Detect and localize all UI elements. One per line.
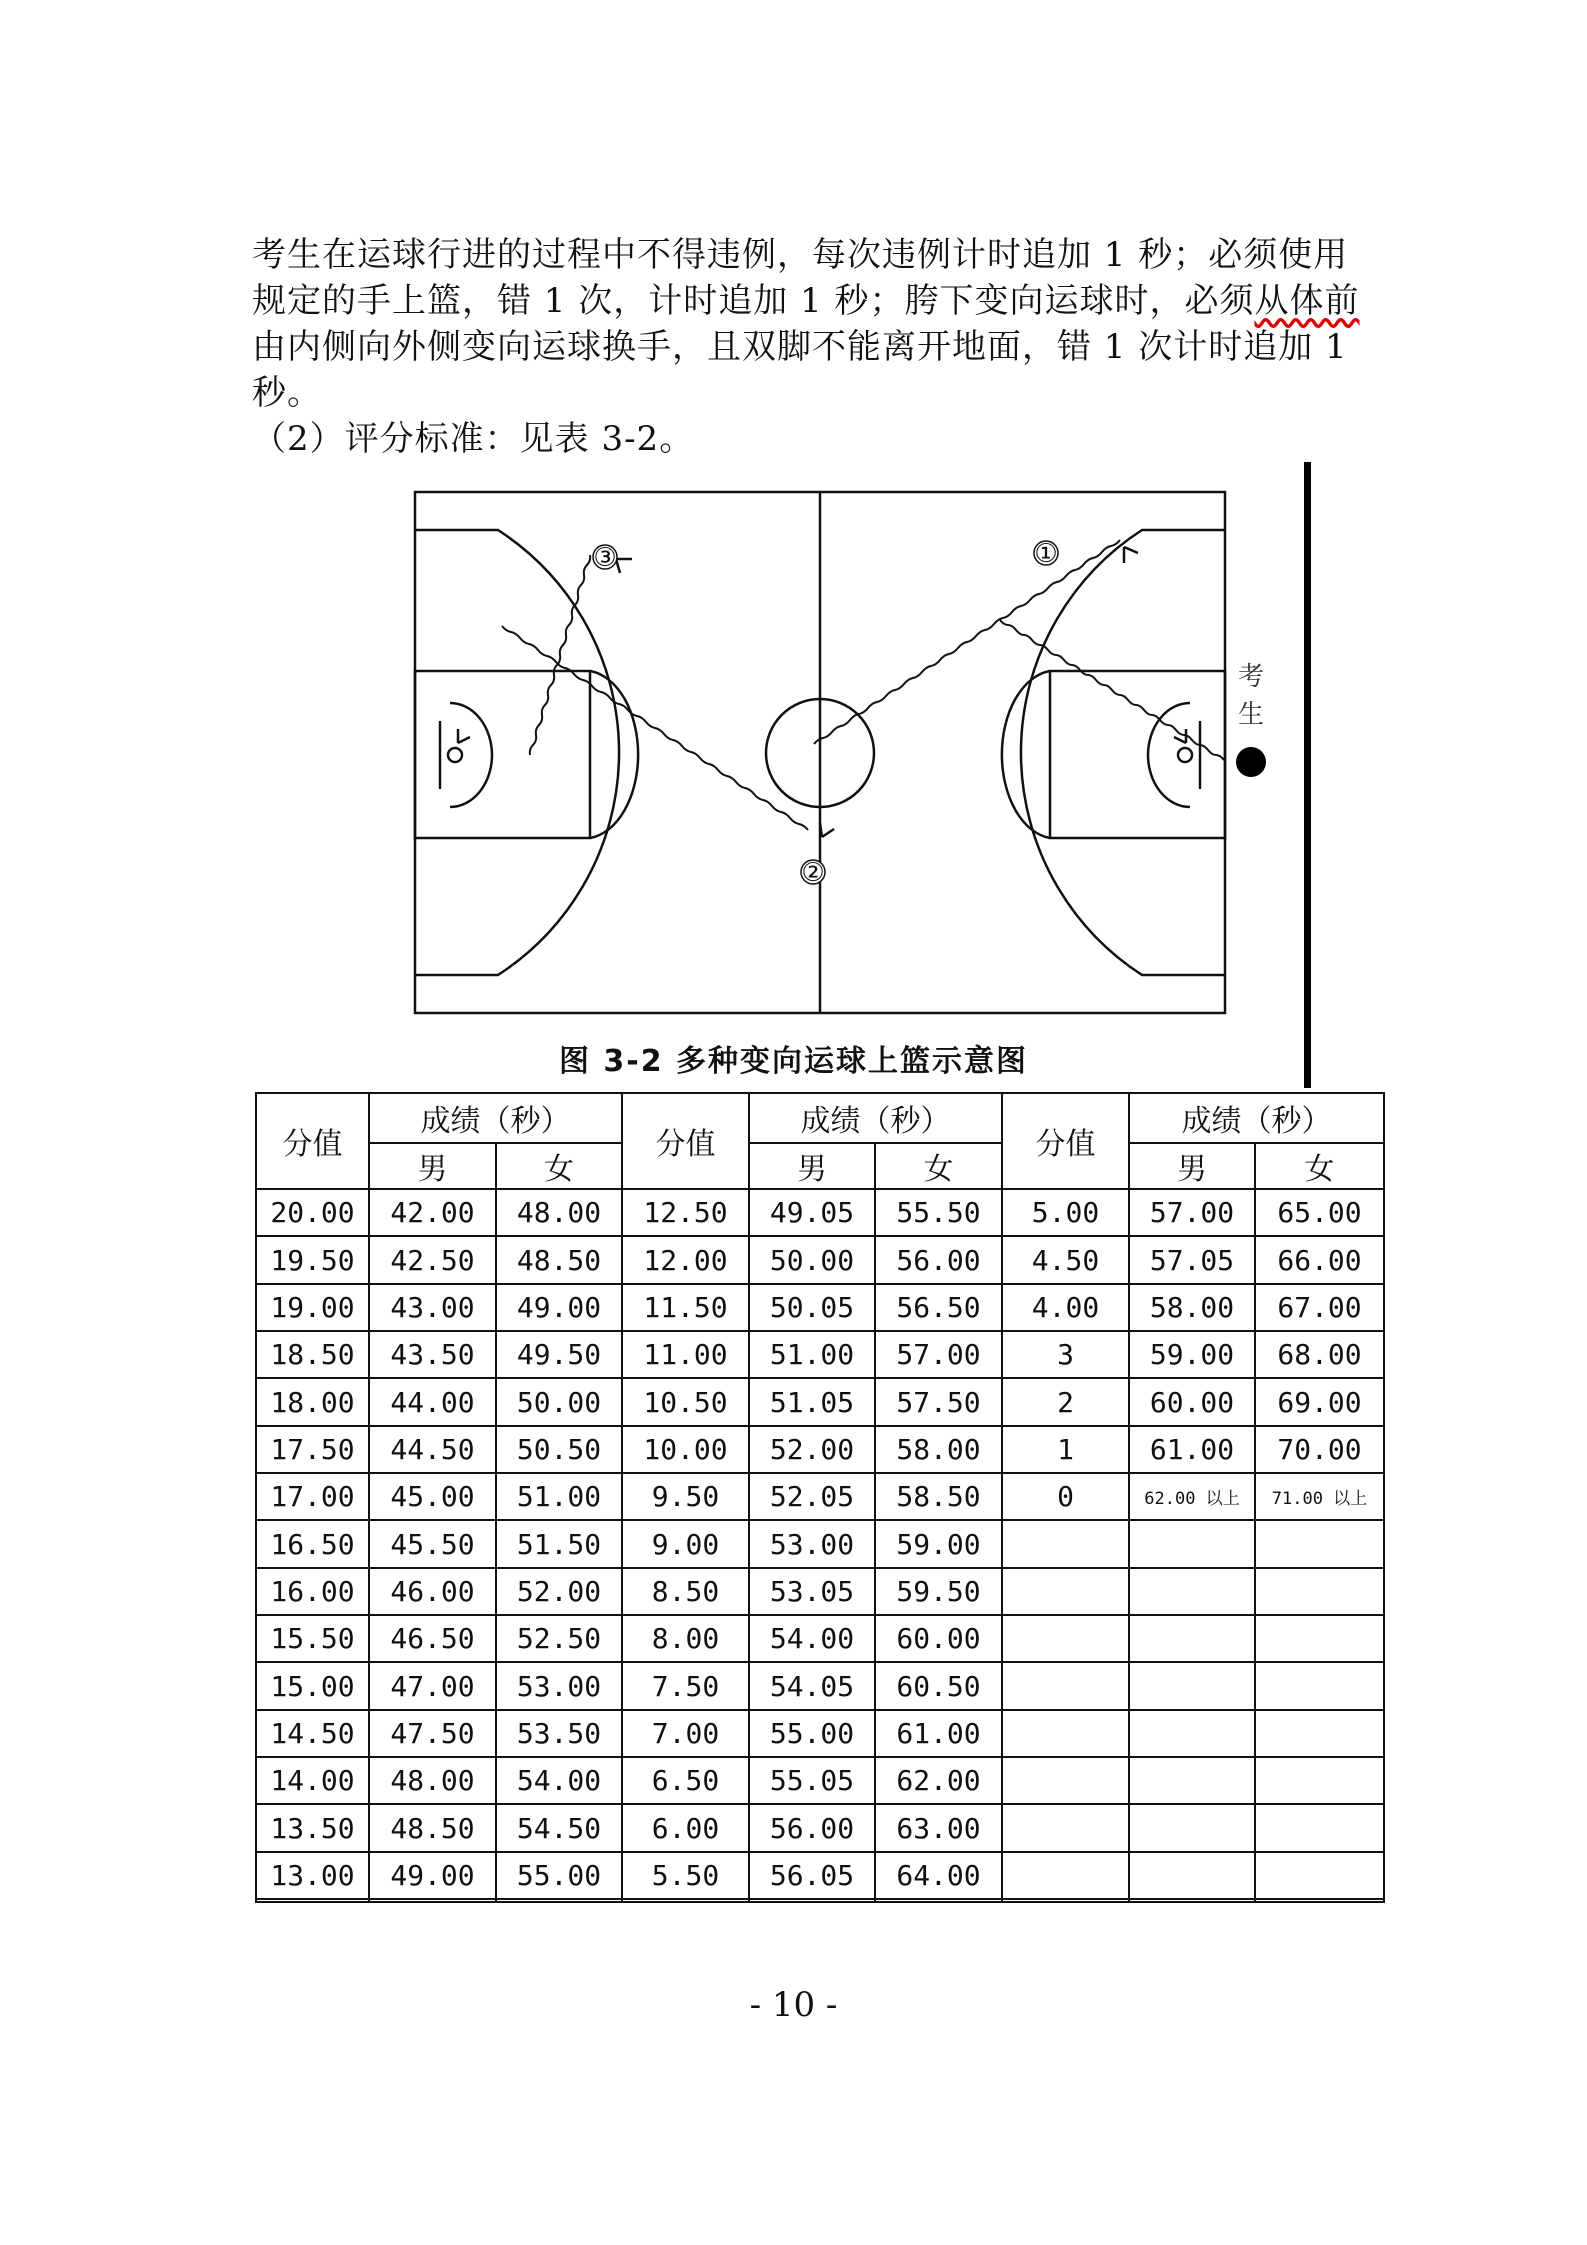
header-score-2: 分值 — [622, 1093, 749, 1189]
table-row — [256, 1236, 1384, 1283]
table-cell: 8.00 — [622, 1615, 749, 1662]
table-cell: 8.50 — [622, 1568, 749, 1615]
paragraph-line-5: （2）评分标准：见表 3-2。 — [252, 419, 695, 459]
paragraph-line-2 — [252, 278, 1360, 324]
table-cell: 52.00 — [496, 1568, 622, 1615]
table-cell — [622, 1899, 749, 1902]
table-cell — [1002, 1804, 1129, 1851]
table-cell — [1129, 1568, 1255, 1615]
student-label-char-2: 生 — [1237, 700, 1265, 730]
table-cell: 58.00 — [875, 1426, 1002, 1473]
table-cell — [1002, 1662, 1129, 1709]
paragraph-line-2-text: 规定的手上篮，错 1 次，计时追加 1 秒；胯下变向运球时，必须 — [252, 281, 1255, 321]
table-cell: 49.00 — [496, 1284, 622, 1331]
table-cell — [1002, 1899, 1129, 1902]
table-cell: 17.50 — [256, 1426, 369, 1473]
table-cell: 54.50 — [496, 1804, 622, 1851]
table-cell: 19.00 — [256, 1284, 369, 1331]
table-cell — [1129, 1710, 1255, 1757]
table-cell: 49.05 — [749, 1189, 875, 1236]
table-row — [256, 1189, 1384, 1236]
table-cell: 58.00 — [1129, 1284, 1255, 1331]
header-male-3: 男 — [1129, 1143, 1255, 1189]
table-cell: 4.00 — [1002, 1284, 1129, 1331]
table-cell: 6.50 — [622, 1757, 749, 1804]
table-cell: 71.00 以上 — [1255, 1473, 1384, 1520]
paragraph-line-4: 秒。 — [252, 373, 322, 413]
table-cell: 53.00 — [749, 1520, 875, 1567]
table-cell: 58.50 — [875, 1473, 1002, 1520]
right-three-point-arc — [1021, 530, 1225, 975]
table-cell: 55.50 — [875, 1189, 1002, 1236]
table-cell: 44.50 — [369, 1426, 496, 1473]
table-cell: 15.00 — [256, 1662, 369, 1709]
table-row — [256, 1426, 1384, 1473]
table-cell: 66.00 — [1255, 1236, 1384, 1283]
table-cell — [1255, 1520, 1384, 1567]
table-cell: 1 — [1002, 1426, 1129, 1473]
table-row — [256, 1757, 1384, 1804]
table-cell — [1002, 1615, 1129, 1662]
table-cell: 44.00 — [369, 1378, 496, 1425]
table-cell: 59.00 — [875, 1520, 1002, 1567]
left-three-point-arc — [415, 530, 619, 975]
table-cell: 10.00 — [622, 1426, 749, 1473]
table-cell: 0 — [1002, 1473, 1129, 1520]
table-cell — [1255, 1568, 1384, 1615]
right-restricted-arc — [1148, 703, 1190, 807]
table-cell: 6.00 — [622, 1804, 749, 1851]
table-cell — [875, 1899, 1002, 1902]
table-header-row-2 — [256, 1143, 1384, 1189]
table-cell: 57.00 — [875, 1331, 1002, 1378]
table-row — [256, 1804, 1384, 1851]
dribble-path-2-to-3 — [502, 626, 808, 830]
table-cell: 11.50 — [622, 1284, 749, 1331]
table-cell: 53.00 — [496, 1662, 622, 1709]
table-cell: 3 — [1002, 1331, 1129, 1378]
table-cell: 48.00 — [496, 1189, 622, 1236]
table-cell: 54.05 — [749, 1662, 875, 1709]
table-cell: 7.50 — [622, 1662, 749, 1709]
table-cell — [496, 1899, 622, 1902]
page-number: - 10 - — [749, 1985, 838, 2025]
marker-1: ① — [1034, 539, 1058, 569]
table-cell — [1255, 1804, 1384, 1851]
table-cell — [1002, 1568, 1129, 1615]
table-cell: 62.00 以上 — [1129, 1473, 1255, 1520]
table-cell: 45.50 — [369, 1520, 496, 1567]
table-cell: 46.00 — [369, 1568, 496, 1615]
table-cell: 45.00 — [369, 1473, 496, 1520]
table-cell: 47.50 — [369, 1710, 496, 1757]
table-row — [256, 1568, 1384, 1615]
table-cell: 68.00 — [1255, 1331, 1384, 1378]
table-cell: 50.00 — [749, 1236, 875, 1283]
table-row — [256, 1520, 1384, 1567]
table-cell: 62.00 — [875, 1757, 1002, 1804]
marker-2: ② — [801, 858, 825, 888]
table-cell: 4.50 — [1002, 1236, 1129, 1283]
table-cell: 53.50 — [496, 1710, 622, 1757]
table-cell: 60.50 — [875, 1662, 1002, 1709]
table-cell — [1129, 1615, 1255, 1662]
table-cell — [256, 1899, 369, 1902]
table-cell: 9.00 — [622, 1520, 749, 1567]
header-result-3: 成绩（秒） — [1129, 1093, 1384, 1143]
table-cell: 17.00 — [256, 1473, 369, 1520]
table-cell: 55.00 — [496, 1852, 622, 1899]
table-cell — [1002, 1757, 1129, 1804]
table-cell: 55.00 — [749, 1710, 875, 1757]
arrow-head-at-1 — [1124, 547, 1138, 563]
vertical-rule — [1304, 462, 1311, 1088]
header-score-3: 分值 — [1002, 1093, 1129, 1189]
table-cell: 55.05 — [749, 1757, 875, 1804]
table-cell: 19.50 — [256, 1236, 369, 1283]
table-cell: 5.50 — [622, 1852, 749, 1899]
header-male-2: 男 — [749, 1143, 875, 1189]
student-dot — [1236, 747, 1266, 777]
header-male-1: 男 — [369, 1143, 496, 1189]
table-cell: 48.00 — [369, 1757, 496, 1804]
table-cell: 56.00 — [875, 1236, 1002, 1283]
table-cell: 50.00 — [496, 1378, 622, 1425]
table-cell: 50.50 — [496, 1426, 622, 1473]
table-cell — [1255, 1852, 1384, 1899]
table-row — [256, 1899, 1384, 1902]
table-cell: 59.50 — [875, 1568, 1002, 1615]
table-cell: 51.00 — [496, 1473, 622, 1520]
table-cell — [1002, 1710, 1129, 1757]
table-cell: 60.00 — [875, 1615, 1002, 1662]
table-cell — [1255, 1615, 1384, 1662]
arrow-head-left-basket — [458, 729, 470, 743]
table-cell: 18.00 — [256, 1378, 369, 1425]
table-row — [256, 1331, 1384, 1378]
table-cell: 56.50 — [875, 1284, 1002, 1331]
score-table — [255, 1092, 1385, 1903]
student-label-char-1: 考 — [1237, 662, 1265, 692]
table-cell: 51.00 — [749, 1331, 875, 1378]
table-cell: 47.00 — [369, 1662, 496, 1709]
header-score-1: 分值 — [256, 1093, 369, 1189]
header-result-1: 成绩（秒） — [369, 1093, 622, 1143]
table-cell: 54.00 — [749, 1615, 875, 1662]
court-diagram — [408, 485, 1268, 1030]
table-row — [256, 1473, 1384, 1520]
table-cell: 18.50 — [256, 1331, 369, 1378]
marker-3: ③ — [593, 543, 617, 573]
figure-caption: 图 3-2 多种变向运球上篮示意图 — [558, 1044, 1029, 1079]
dribble-path-start-to-1 — [1000, 620, 1224, 760]
table-cell: 70.00 — [1255, 1426, 1384, 1473]
table-cell — [369, 1899, 496, 1902]
table-cell: 61.00 — [875, 1710, 1002, 1757]
table-cell — [1129, 1804, 1255, 1851]
paragraph-line-3: 由内侧向外侧变向运球换手，且双脚不能离开地面，错 1 次计时追加 1 — [252, 327, 1348, 367]
table-cell: 11.00 — [622, 1331, 749, 1378]
table-cell: 61.00 — [1129, 1426, 1255, 1473]
table-row — [256, 1284, 1384, 1331]
table-cell: 48.50 — [496, 1236, 622, 1283]
table-cell: 16.50 — [256, 1520, 369, 1567]
right-basket — [1178, 748, 1192, 762]
header-female-2: 女 — [875, 1143, 1002, 1189]
table-cell: 12.00 — [622, 1236, 749, 1283]
table-cell: 52.00 — [749, 1426, 875, 1473]
table-cell: 9.50 — [622, 1473, 749, 1520]
table-cell — [1255, 1662, 1384, 1709]
table-cell: 51.05 — [749, 1378, 875, 1425]
table-cell — [1129, 1520, 1255, 1567]
table-cell: 52.05 — [749, 1473, 875, 1520]
table-cell: 12.50 — [622, 1189, 749, 1236]
table-row — [256, 1615, 1384, 1662]
spellcheck-underlined-text: 从体前 — [1254, 281, 1360, 321]
table-cell: 54.00 — [496, 1757, 622, 1804]
table-cell: 13.50 — [256, 1804, 369, 1851]
table-cell — [1129, 1852, 1255, 1899]
table-cell: 57.00 — [1129, 1189, 1255, 1236]
table-row — [256, 1710, 1384, 1757]
table-header-row-1 — [256, 1093, 1384, 1143]
table-cell — [1255, 1710, 1384, 1757]
table-row — [256, 1852, 1384, 1899]
table-cell: 16.00 — [256, 1568, 369, 1615]
table-cell: 15.50 — [256, 1615, 369, 1662]
paragraph-line-1: 考生在运球行进的过程中不得违例，每次违例计时追加 1 秒；必须使用 — [252, 235, 1349, 275]
table-cell: 5.00 — [1002, 1189, 1129, 1236]
table-cell: 14.00 — [256, 1757, 369, 1804]
table-cell: 63.00 — [875, 1804, 1002, 1851]
table-row — [256, 1662, 1384, 1709]
arrow-head-at-3 — [616, 559, 632, 573]
table-cell: 43.00 — [369, 1284, 496, 1331]
table-cell: 49.50 — [496, 1331, 622, 1378]
table-cell: 57.50 — [875, 1378, 1002, 1425]
table-cell: 2 — [1002, 1378, 1129, 1425]
table-cell: 7.00 — [622, 1710, 749, 1757]
table-cell — [1255, 1899, 1384, 1902]
left-basket — [448, 748, 462, 762]
table-cell — [1002, 1520, 1129, 1567]
table-cell: 48.50 — [369, 1804, 496, 1851]
table-cell: 42.00 — [369, 1189, 496, 1236]
table-cell: 65.00 — [1255, 1189, 1384, 1236]
table-cell: 20.00 — [256, 1189, 369, 1236]
table-cell: 59.00 — [1129, 1331, 1255, 1378]
table-cell — [1129, 1662, 1255, 1709]
table-cell: 69.00 — [1255, 1378, 1384, 1425]
table-cell: 49.00 — [369, 1852, 496, 1899]
table-cell: 56.05 — [749, 1852, 875, 1899]
table-cell: 13.00 — [256, 1852, 369, 1899]
header-female-3: 女 — [1255, 1143, 1384, 1189]
table-cell — [749, 1899, 875, 1902]
table-cell: 42.50 — [369, 1236, 496, 1283]
table-row — [256, 1378, 1384, 1425]
table-cell: 43.50 — [369, 1331, 496, 1378]
table-cell: 64.00 — [875, 1852, 1002, 1899]
table-cell: 46.50 — [369, 1615, 496, 1662]
table-cell — [1002, 1852, 1129, 1899]
dribble-path-1-to-2 — [814, 540, 1120, 744]
table-cell: 14.50 — [256, 1710, 369, 1757]
table-cell: 10.50 — [622, 1378, 749, 1425]
table-cell: 51.50 — [496, 1520, 622, 1567]
header-female-1: 女 — [496, 1143, 622, 1189]
table-cell: 60.00 — [1129, 1378, 1255, 1425]
table-cell: 52.50 — [496, 1615, 622, 1662]
table-cell: 57.05 — [1129, 1236, 1255, 1283]
table-cell — [1129, 1757, 1255, 1804]
table-cell: 56.00 — [749, 1804, 875, 1851]
left-restricted-arc — [450, 703, 492, 807]
table-cell: 53.05 — [749, 1568, 875, 1615]
table-cell: 50.05 — [749, 1284, 875, 1331]
table-cell — [1255, 1757, 1384, 1804]
table-cell — [1129, 1899, 1255, 1902]
table-cell: 67.00 — [1255, 1284, 1384, 1331]
header-result-2: 成绩（秒） — [749, 1093, 1002, 1143]
arrow-head-at-2 — [820, 823, 834, 837]
